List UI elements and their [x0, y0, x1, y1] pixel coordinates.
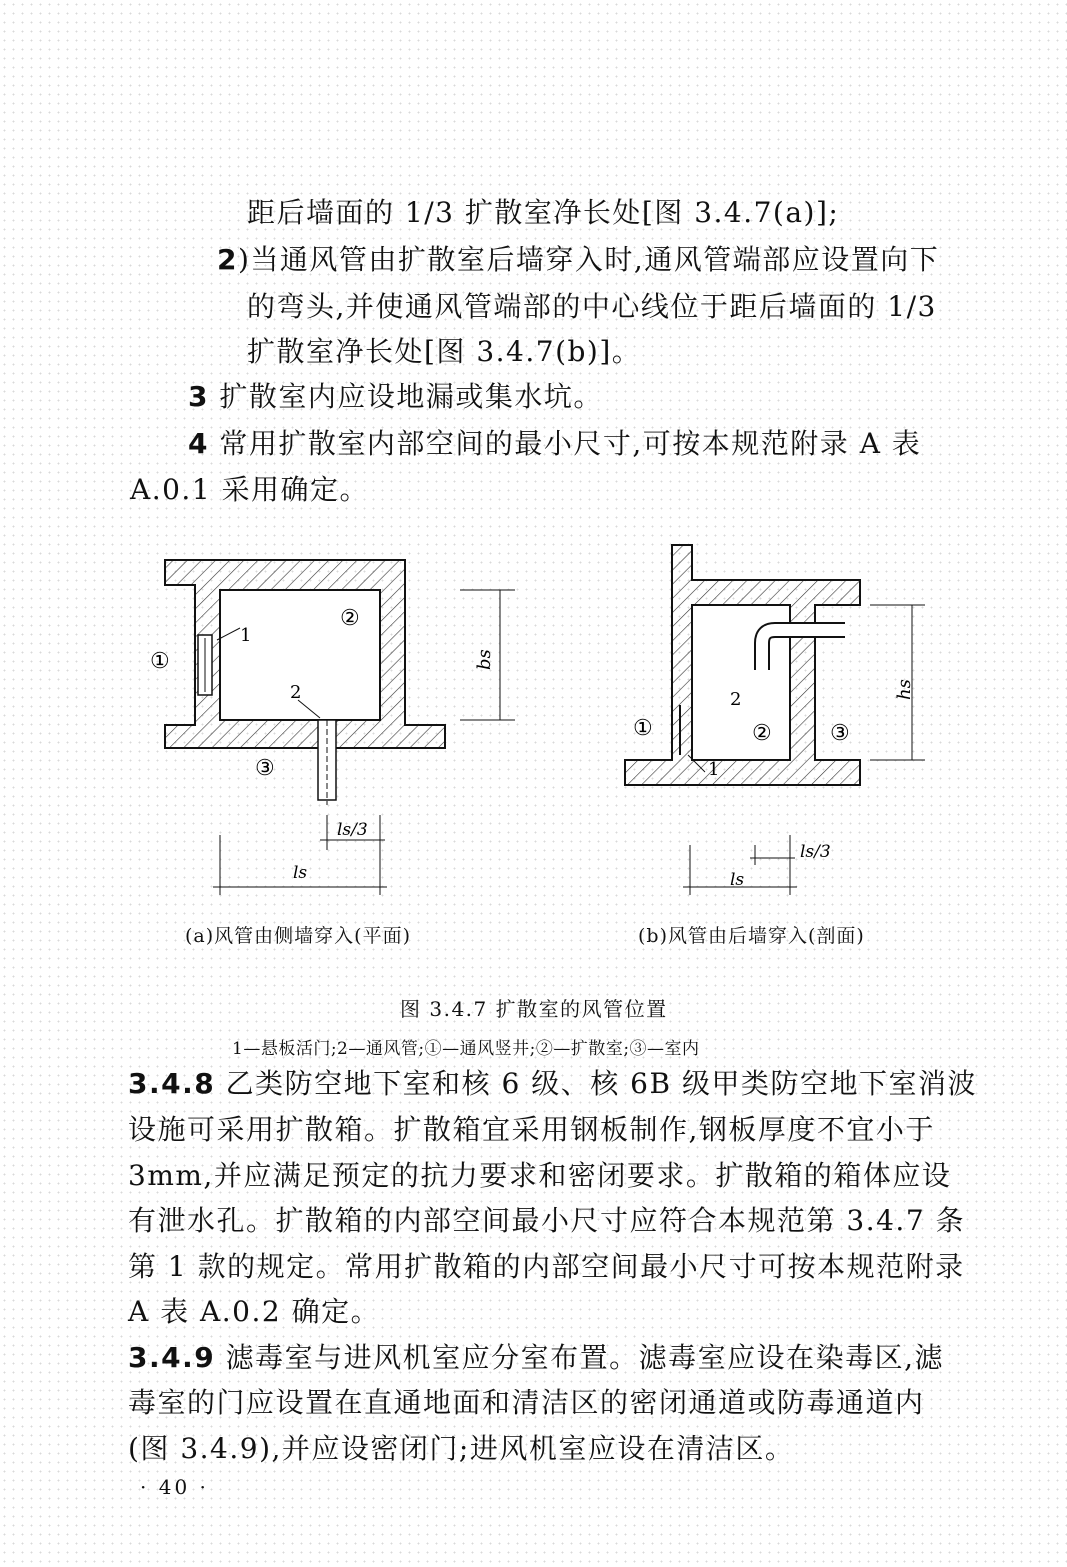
figure-caption-b: (b)风管由后墙穿入(剖面): [638, 925, 865, 947]
section-number: 3.4.9: [128, 1341, 216, 1374]
section-number: 3.4.8: [128, 1067, 216, 1100]
paragraph-line: 3mm,并应满足预定的抗力要求和密闭要求。扩散箱的箱体应设: [128, 1159, 952, 1192]
item-number: 3: [188, 380, 209, 413]
diagram-b: [625, 545, 925, 895]
paragraph-line: A 表 A.0.2 确定。: [128, 1295, 381, 1328]
label-ls: ls: [730, 870, 745, 890]
paragraph-line: [128, 1341, 944, 1375]
paragraph-line: [128, 1067, 977, 1101]
paragraph-line: 毒室的门应设置在直通地面和清洁区的密闭通道或防毒通道内: [128, 1386, 925, 1419]
label-ls: ls: [293, 863, 308, 883]
item-number: 4: [188, 427, 209, 460]
paragraph-line: [188, 427, 921, 461]
diagram-a: [150, 560, 515, 895]
paragraph-line: 距后墙面的 1/3 扩散室净长处[图 3.4.7(a)];: [247, 196, 840, 229]
label-hs: hs: [894, 679, 915, 700]
figure-diagram: [0, 535, 1067, 975]
item-text: )当通风管由扩散室后墙穿入时,通风管端部应设置向下: [237, 243, 940, 276]
label-duct: 2: [290, 682, 302, 703]
figure-title: 图 3.4.7 扩散室的风管位置: [400, 997, 668, 1021]
label-ls3: ls/3: [800, 842, 831, 862]
label-diffusion-room: ②: [340, 606, 360, 631]
label-indoor: ③: [830, 721, 850, 746]
paragraph-line: 设施可采用扩散箱。扩散箱宜采用钢板制作,钢板厚度不宜小于: [128, 1113, 935, 1146]
label-indoor: ③: [255, 756, 275, 781]
item-text: 扩散室内应设地漏或集水坑。: [208, 380, 603, 413]
section-text: 乙类防空地下室和核 6 级、核 6B 级甲类防空地下室消波: [215, 1067, 977, 1100]
item-text: 常用扩散室内部空间的最小尺寸,可按本规范附录 A 表: [208, 427, 922, 460]
paragraph-line: [188, 380, 603, 414]
label-valve: 1: [240, 625, 252, 646]
paragraph-line: [217, 243, 939, 277]
item-number: 2: [217, 243, 238, 276]
figure-caption-a: (a)风管由侧墙穿入(平面): [185, 925, 411, 947]
label-duct: 2: [730, 689, 742, 710]
label-diffusion-room: ②: [752, 721, 772, 746]
label-valve: 1: [708, 759, 720, 780]
paragraph-line: 有泄水孔。扩散箱的内部空间最小尺寸应符合本规范第 3.4.7 条: [128, 1204, 966, 1237]
label-shaft: ①: [633, 716, 653, 741]
paragraph-line: (图 3.4.9),并应设密闭门;进风机室应设在清洁区。: [128, 1432, 795, 1465]
paragraph-line: 扩散室净长处[图 3.4.7(b)]。: [247, 335, 642, 368]
paragraph-line: 的弯头,并使通风管端部的中心线位于距后墙面的 1/3: [247, 290, 937, 323]
label-bs: bs: [474, 649, 495, 670]
section-text: 滤毒室与进风机室应分室布置。滤毒室应设在染毒区,滤: [215, 1341, 945, 1374]
page-number: · 40 ·: [140, 1475, 209, 1499]
label-ls3: ls/3: [337, 820, 368, 840]
figure-legend: 1—悬板活门;2—通风管;①—通风竖井;②—扩散室;③—室内: [232, 1039, 700, 1059]
paragraph-line: A.0.1 采用确定。: [130, 473, 370, 506]
label-shaft: ①: [150, 649, 170, 674]
paragraph-line: 第 1 款的规定。常用扩散箱的内部空间最小尺寸可按本规范附录: [128, 1250, 965, 1283]
